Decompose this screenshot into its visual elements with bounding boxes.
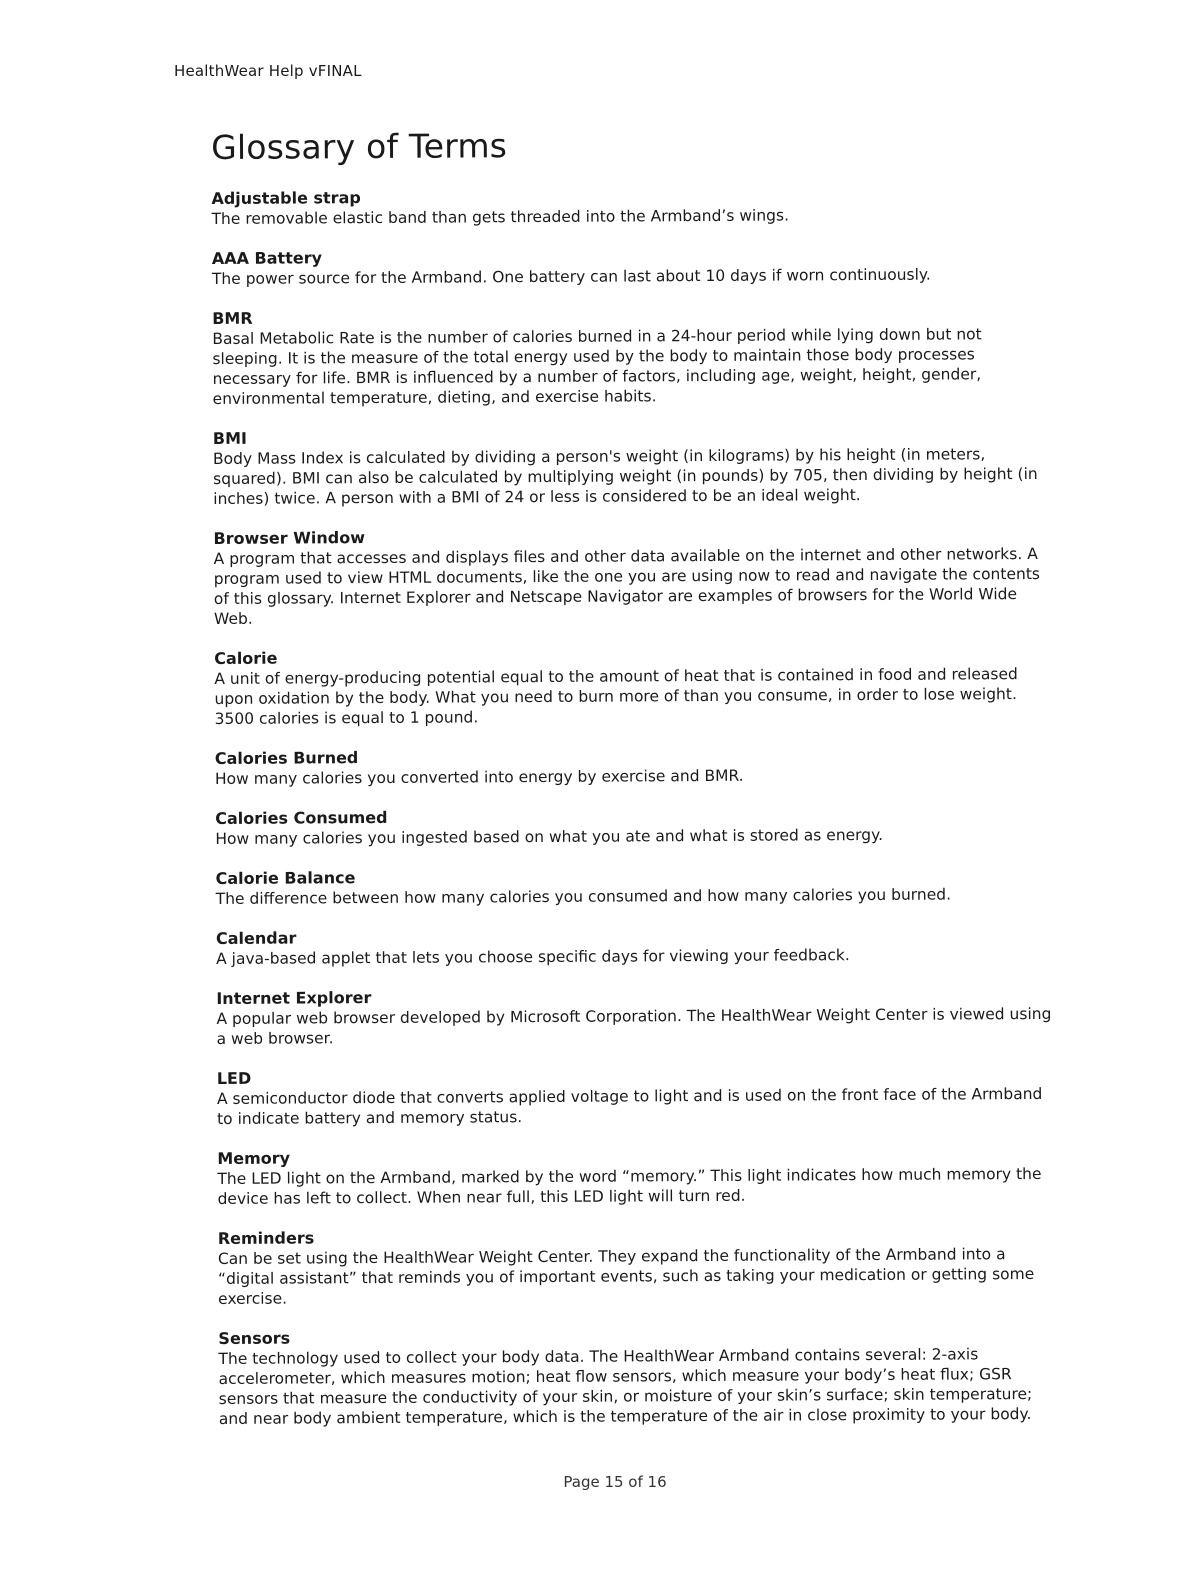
glossary-entry	[215, 744, 1055, 789]
glossary-definition: The power source for the Armband. One battery can last about 10 days if worn continuously.	[211, 265, 931, 288]
glossary-entry	[216, 864, 1056, 909]
glossary-term: Internet Explorer	[216, 988, 372, 1008]
glossary-entry	[211, 184, 1051, 229]
glossary-definition: The technology used to collect your body data. The HealthWear Armband contains several: 2-axis accelerometer, which measures motion; heat flow sensors, which measure your body’s heat flux; GSR sensors that measure the conductivity of your skin, or moisture of your skin’s surface; skin temperature; and near body ambient temperature, which is the temperature of the air in close proximity to your body.	[218, 1345, 1033, 1428]
glossary-definition: The difference between how many calories you consumed and how many calories you burned.	[215, 885, 952, 908]
glossary-entry	[216, 984, 1056, 1049]
glossary-entry	[215, 804, 1055, 849]
glossary-entry	[213, 524, 1054, 629]
glossary-entry	[212, 304, 1053, 409]
glossary-definition: A java-based applet that lets you choose specific days for viewing your feedback.	[216, 946, 850, 968]
glossary-term: BMR	[212, 308, 253, 328]
glossary-entry	[214, 644, 1054, 729]
glossary-entry	[213, 424, 1053, 509]
glossary-definition: A program that accesses and displays files and other data available on the internet and other networks. A program used to view HTML documents, like the one you are using now to read and navigate the contents of this glossary. Internet Explorer and Netscape Navigator are examples of browsers for the World Wide Web.	[213, 544, 1040, 628]
glossary-term: Reminders	[217, 1228, 315, 1248]
glossary-definition: The LED light on the Armband, marked by the word “memory.” This light indicates how much memory the device has left to collect. When near full, this LED light will turn red.	[217, 1164, 1042, 1208]
glossary-entry	[217, 1064, 1057, 1129]
glossary-definition: A unit of energy-producing potential equal to the amount of heat that is contained in food and released upon oxidation by the body. What you need to burn more of than you consume, in order to lose weight. 3500 calories is equal to 1 pound.	[214, 665, 1018, 728]
glossary-term: Calorie	[214, 648, 278, 668]
glossary-entry	[216, 924, 1056, 969]
glossary-entry	[218, 1224, 1058, 1309]
page-number: Page 15 of 16	[563, 1473, 667, 1491]
glossary-definition: A semiconductor diode that converts applied voltage to light and is used on the front face of the Armband to indicate battery and memory status.	[216, 1084, 1043, 1128]
glossary-entry	[212, 244, 1052, 289]
glossary-term: Sensors	[218, 1328, 291, 1348]
glossary-term: Calorie Balance	[215, 868, 356, 888]
glossary-entry	[218, 1324, 1059, 1429]
glossary-term: Calendar	[215, 928, 297, 948]
glossary-term: BMI	[212, 428, 248, 448]
glossary-content	[211, 123, 1059, 1449]
glossary-term: Adjustable strap	[211, 188, 361, 208]
glossary-definition: How many calories you converted into energy by exercise and BMR.	[214, 766, 744, 788]
glossary-term: Memory	[217, 1148, 291, 1168]
glossary-term: Calories Burned	[214, 748, 359, 768]
glossary-definition: Can be set using the HealthWear Weight Center. They expand the functionality of the Armband into a “digital assistant” that reminds you of important events, such as taking your medication or getting some exercise.	[217, 1245, 1035, 1308]
glossary-definition: A popular web browser developed by Microsoft Corporation. The HealthWear Weight Center is viewed using a web browser.	[216, 1004, 1052, 1048]
glossary-definition: How many calories you ingested based on what you ate and what is stored as energy.	[215, 825, 884, 848]
glossary-term: AAA Battery	[211, 248, 323, 268]
glossary-definition: Body Mass Index is calculated by dividing a person's weight (in kilograms) by his height (in meters, squared). BMI can also be calculated by multiplying weight (in pounds) by 705, then dividing by height (in inches) twice. A person with a BMI of 24 or less is considered to be an ideal weight.	[212, 445, 1038, 508]
glossary-entry	[217, 1144, 1057, 1209]
page-title: Glossary of Terms	[211, 126, 508, 167]
glossary-definition: Basal Metabolic Rate is the number of calories burned in a 24-hour period while lying down but not sleeping. It is the measure of the total energy used by the body to maintain those body processes necessary for life. BMR is influenced by a number of factors, including age, weight, height, gender, environmental temperature, dieting, and exercise habits.	[212, 325, 982, 408]
glossary-term: Browser Window	[213, 528, 366, 548]
running-header: HealthWear Help vFINAL	[174, 62, 362, 80]
glossary-term: Calories Consumed	[215, 807, 388, 828]
glossary-term: LED	[216, 1068, 252, 1088]
glossary-definition: The removable elastic band than gets threaded into the Armband’s wings.	[211, 206, 790, 228]
